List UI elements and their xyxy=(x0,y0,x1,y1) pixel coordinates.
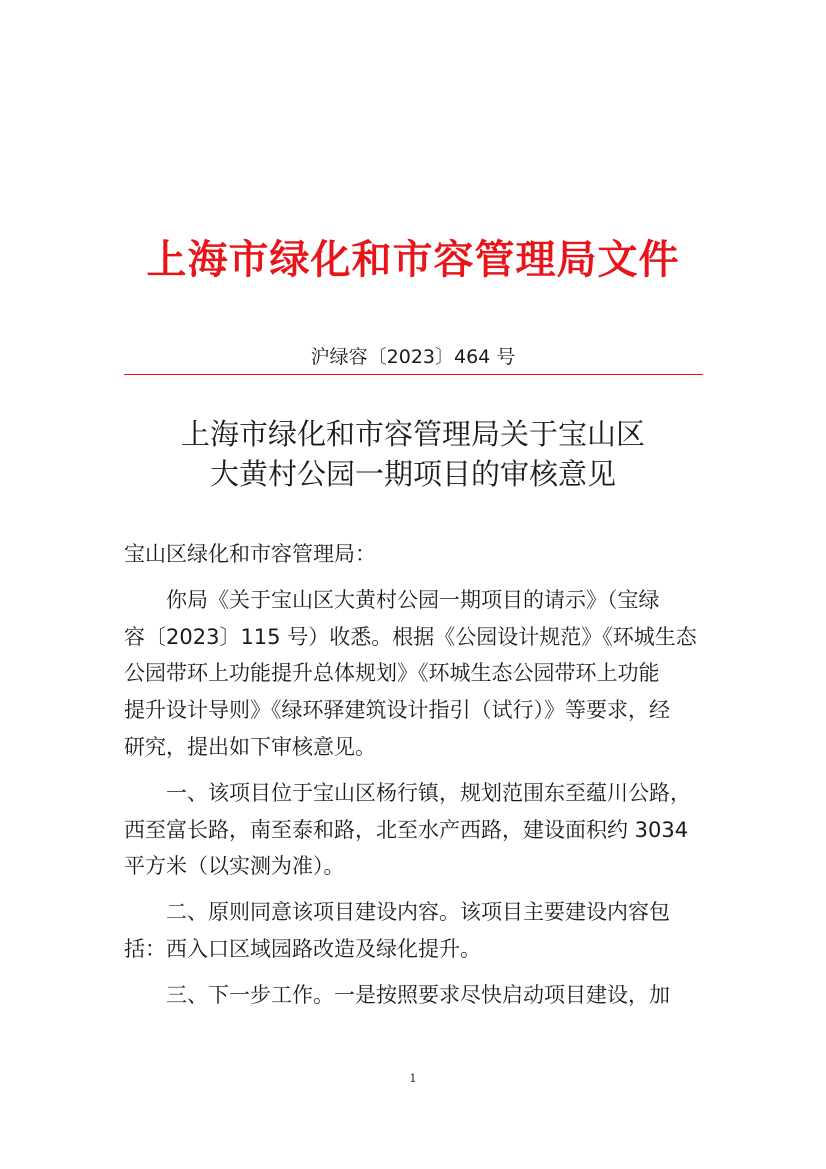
addressee: 宝山区绿化和市容管理局： xyxy=(124,542,376,566)
issuer-header: 上海市绿化和市容管理局文件 xyxy=(146,237,680,283)
title-line-2: 大黄村公园一期项目的审核意见 xyxy=(209,457,616,491)
paragraph-location xyxy=(124,775,704,885)
paragraph-next-steps xyxy=(124,977,704,1014)
document-number: 沪绿容〔2023〕464 号 xyxy=(310,346,516,368)
body-line: 三、下一步工作。一是按照要求尽快启动项目建设，加 xyxy=(166,982,670,1007)
body-line: 提升设计导则》《绿环驿建筑设计指引（试行）》等要求，经 xyxy=(124,698,670,723)
page-number: 1 xyxy=(409,1072,417,1085)
body-line: 公园带环上功能提升总体规划》《环城生态公园带环上功能 xyxy=(124,661,660,686)
body-line: 平方米（以实测为准）。 xyxy=(124,854,345,879)
document-body xyxy=(124,536,704,1014)
red-divider-line xyxy=(124,374,703,375)
body-line: 西至富长路，南至泰和路，北至水产西路，建设面积约 3034 xyxy=(124,817,689,842)
body-line: 二、原则同意该项目建设内容。该项目主要建设内容包 xyxy=(166,900,670,925)
document-title xyxy=(0,414,826,494)
paragraph-content xyxy=(124,894,704,968)
body-line: 容〔2023〕115 号）收悉。根据《公园设计规范》《环城生态 xyxy=(124,624,697,649)
paragraph-request xyxy=(124,582,704,766)
body-line: 研究，提出如下审核意见。 xyxy=(124,734,376,759)
body-line: 括：西入口区域园路改造及绿化提升。 xyxy=(124,936,481,961)
body-line: 一、该项目位于宝山区杨行镇，规划范围东至蕴川公路， xyxy=(166,780,691,805)
title-line-1: 上海市绿化和市容管理局关于宝山区 xyxy=(180,417,645,451)
body-line: 你局《关于宝山区大黄村公园一期项目的请示》（宝绿 xyxy=(166,587,660,612)
